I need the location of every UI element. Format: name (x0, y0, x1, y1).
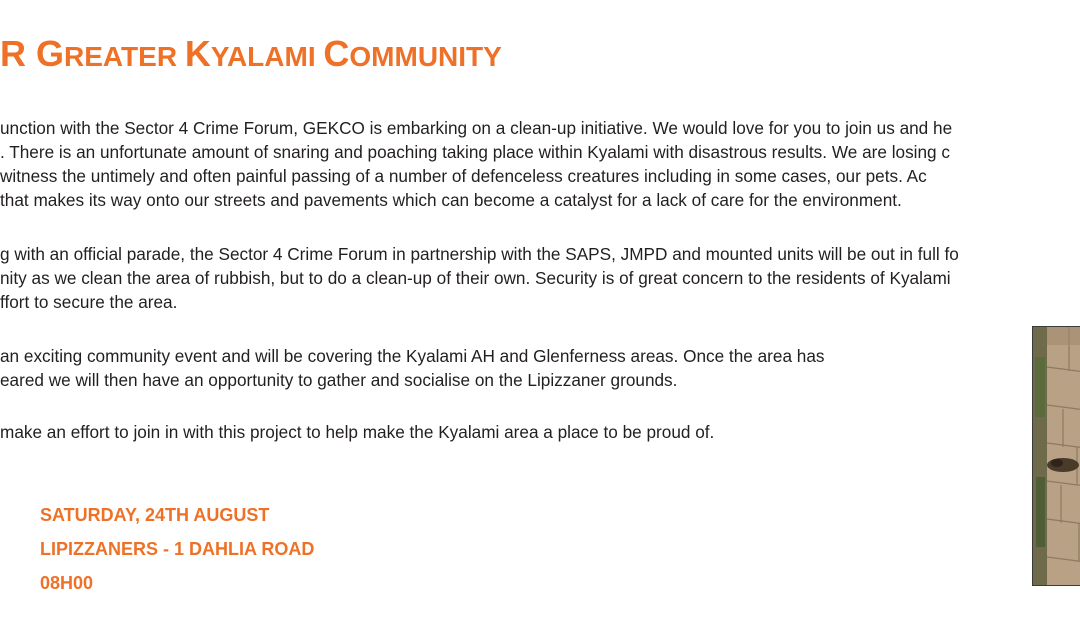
title-fragment: OMMUNITY (349, 41, 502, 72)
event-paragraph (0, 344, 825, 392)
paragraph-line: nity as we clean the area of rubbish, but to do a clean-up of their own. Security is of great concern to the residents of Kyalami (0, 268, 951, 288)
title-fragment: K (184, 33, 211, 74)
title-fragment: R (0, 33, 36, 74)
paving-photo (1032, 326, 1080, 586)
paragraph-line: an exciting community event and will be covering the Kyalami AH and Glenferness areas. Once the area has (0, 346, 825, 366)
call-to-action-paragraph (0, 420, 714, 444)
paragraph-line: witness the untimely and often painful passing of a number of defenceless creatures including in some cases, our pets. Ac (0, 166, 927, 186)
event-time: 08H00 (40, 573, 94, 593)
paragraph-line: ffort to secure the area. (0, 292, 178, 312)
paragraph-line: unction with the Sector 4 Crime Forum, GEKCO is embarking on a clean-up initiative. We would love for you to join us and he (0, 118, 953, 138)
title-fragment: G (36, 33, 65, 74)
paragraph-line: g with an official parade, the Sector 4 Crime Forum in partnership with the SAPS, JMPD and mounted units will be out in full fo (0, 244, 959, 264)
security-paragraph (0, 242, 959, 314)
paragraph-line: . There is an unfortunate amount of snaring and poaching taking place within Kyalami with disastrous results. We are losing c (0, 142, 950, 162)
event-date: SATURDAY, 24TH AUGUST (40, 505, 270, 525)
page-title (0, 32, 502, 79)
paragraph-line: that makes its way onto our streets and pavements which can become a catalyst for a lack of care for the environment. (0, 190, 902, 210)
title-fragment: YALAMI (210, 41, 324, 72)
event-venue: LIPIZZANERS - 1 DAHLIA ROAD (40, 539, 315, 559)
title-fragment: C (323, 33, 350, 74)
paragraph-line: make an effort to join in with this project to help make the Kyalami area a place to be proud of. (0, 422, 715, 442)
paragraph-line: eared we will then have an opportunity to gather and socialise on the Lipizzaner grounds. (0, 370, 678, 390)
intro-paragraph (0, 116, 952, 212)
title-fragment: REATER (64, 41, 185, 72)
